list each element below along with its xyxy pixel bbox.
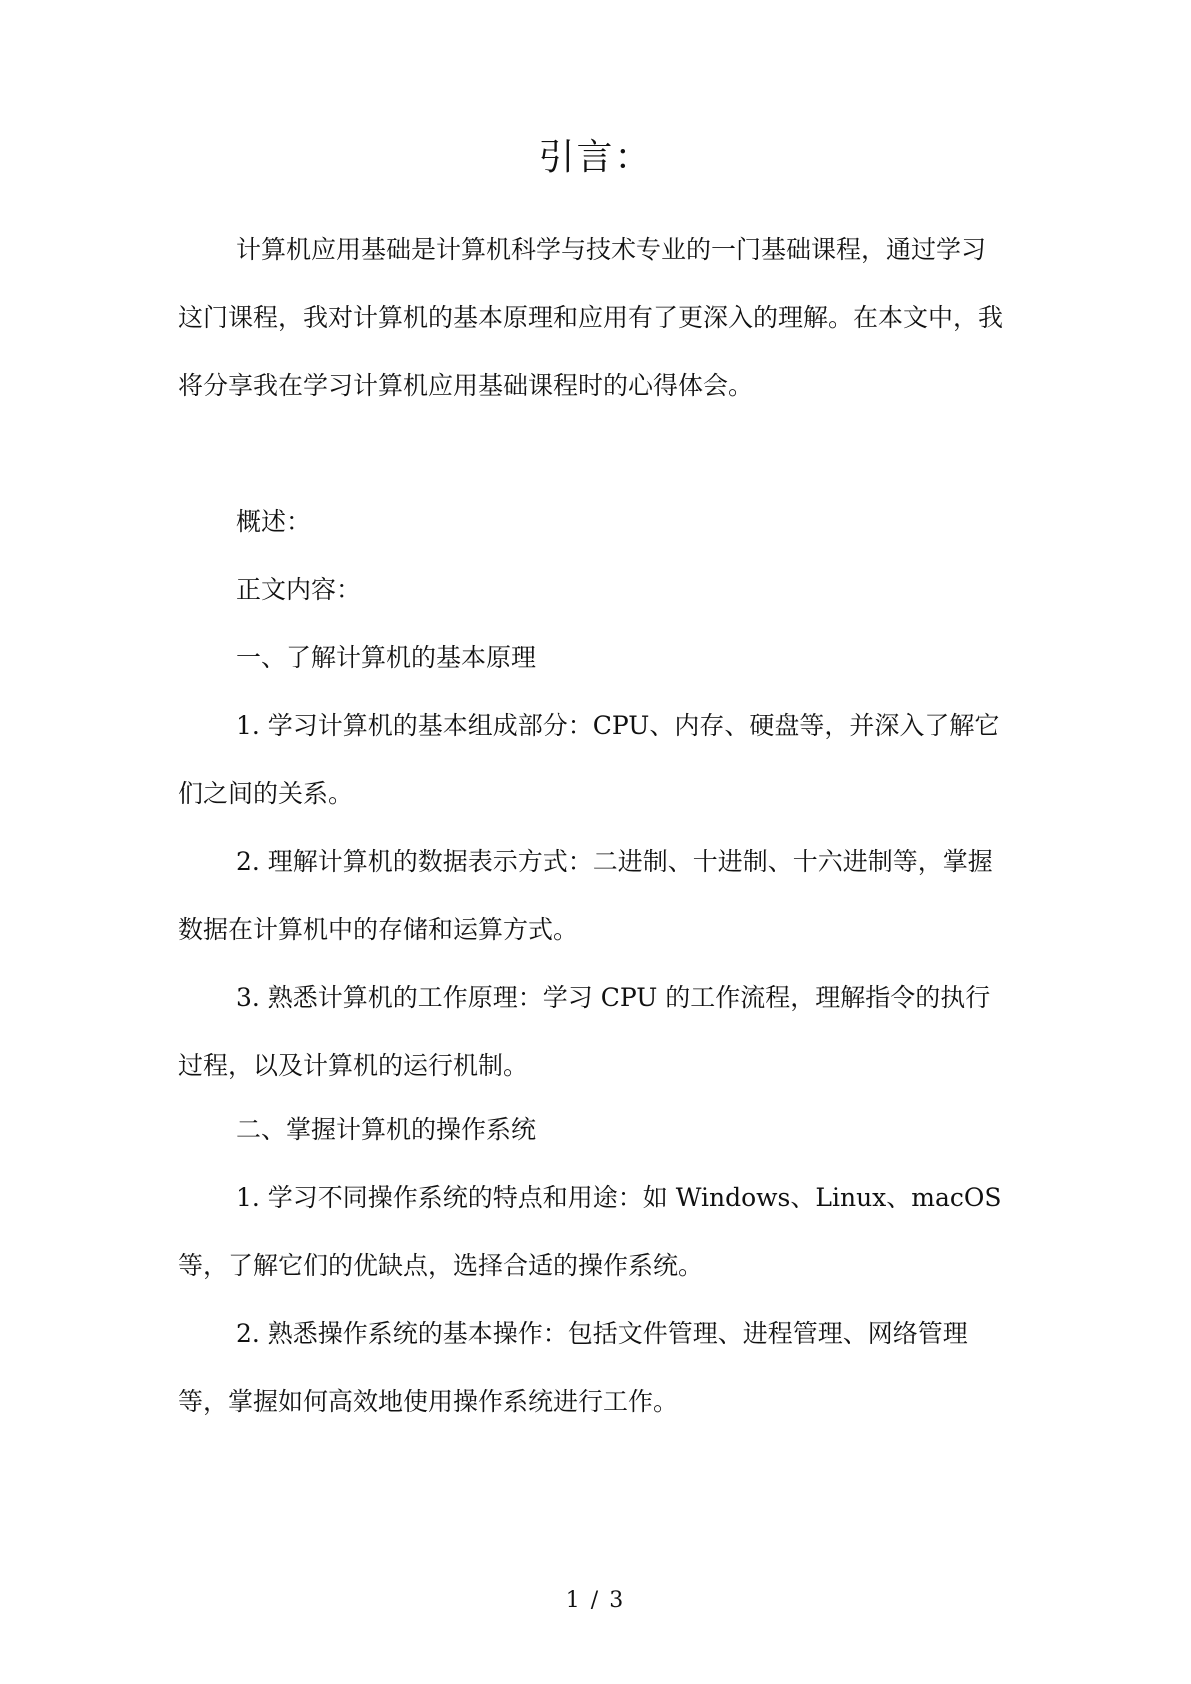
paragraph-1-1: 1. 学习计算机的基本组成部分：CPU、内存、硬盘等，并深入了解它们之间的关系。 <box>178 711 1000 808</box>
page-number: 1 / 3 <box>565 1588 626 1613</box>
paragraph-main-content: 正文内容： <box>236 575 362 604</box>
paragraph-2-1: 1. 学习不同操作系统的特点和用途：如 Windows、Linux、macOS 等，了解它们的优缺点，选择合适的操作系统。 <box>178 1183 1002 1280</box>
document-title: 引言： <box>538 137 653 178</box>
paragraph-intro: 计算机应用基础是计算机科学与技术专业的一门基础课程，通过学习这门课程，我对计算机的基本原理和应用有了更深入的理解。在本文中，我将分享我在学习计算机应用基础课程时的心得体会。 <box>178 235 1004 400</box>
paragraph-1-3: 3. 熟悉计算机的工作原理：学习 CPU 的工作流程，理解指令的执行过程，以及计算机的运行机制。 <box>178 983 991 1080</box>
paragraph-2-2: 2. 熟悉操作系统的基本操作：包括文件管理、进程管理、网络管理等，掌握如何高效地使用操作系统进行工作。 <box>178 1319 968 1416</box>
paragraph-overview: 概述： <box>236 507 312 536</box>
paragraph-1-2: 2. 理解计算机的数据表示方式：二进制、十进制、十六进制等，掌握数据在计算机中的存储和运算方式。 <box>178 847 993 944</box>
section-heading-1: 一、了解计算机的基本原理 <box>236 643 537 672</box>
section-heading-2: 二、掌握计算机的操作系统 <box>236 1115 537 1144</box>
